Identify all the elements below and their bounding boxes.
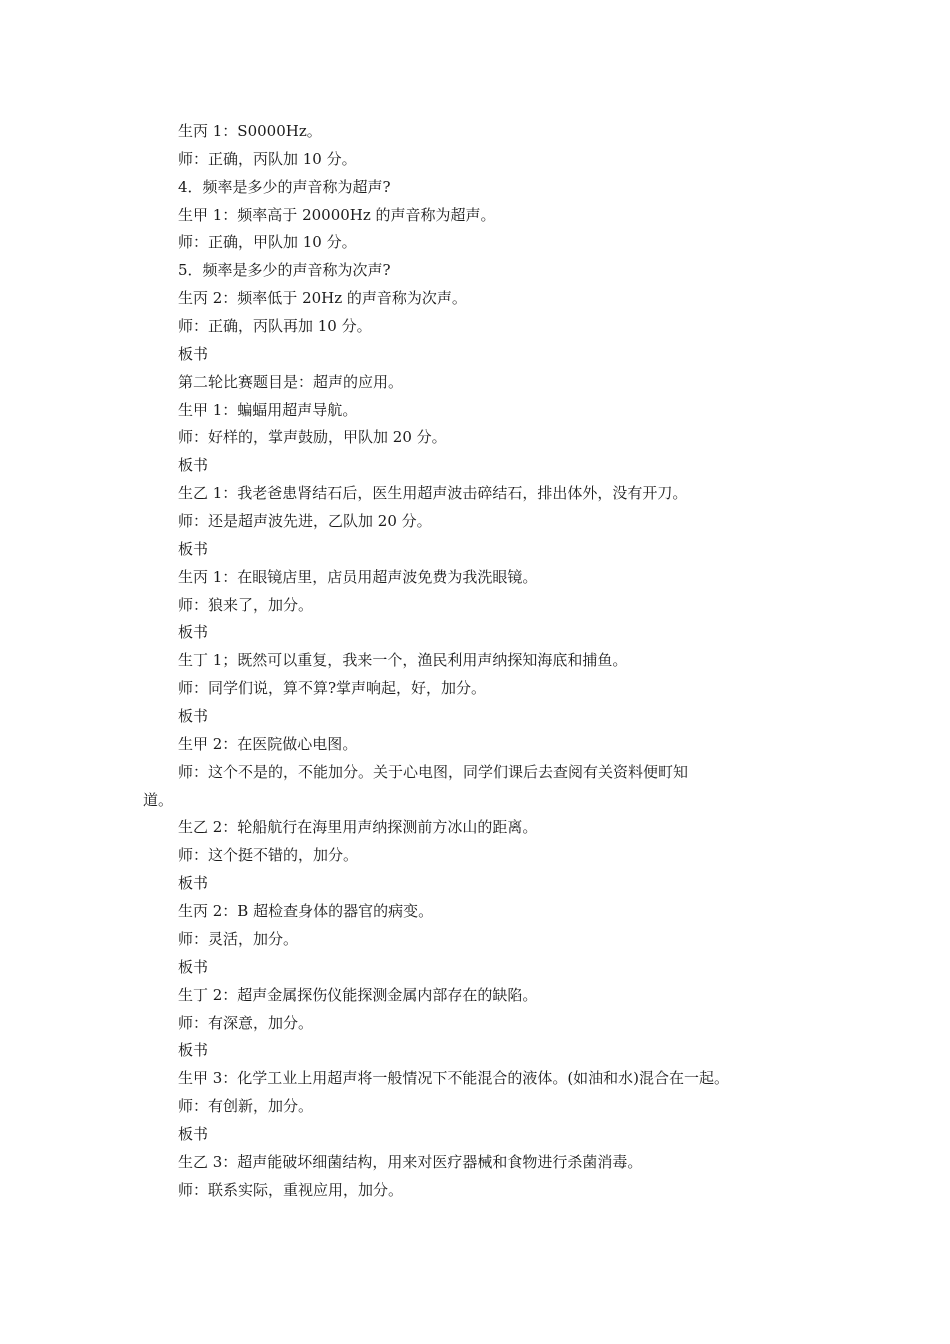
text-line: 板书 <box>178 707 209 726</box>
text-line: 板书 <box>178 623 209 642</box>
text-line: 师：正确，丙队再加 10 分。 <box>178 317 372 336</box>
text-line: 师：狼来了，加分。 <box>178 595 314 614</box>
text-line: 生甲 1：蝙蝠用超声导航。 <box>178 400 358 419</box>
text-line: 生乙 1：我老爸患肾结石后，医生用超声波击碎结石，排出体外，没有开刀。 <box>178 484 688 503</box>
text-line: 师：这个挺不错的，加分。 <box>178 846 359 865</box>
text-line: 师：同学们说，算不算?掌声响起，好，加分。 <box>178 679 487 698</box>
text-line: 生丁 2：超声金属探伤仪能探测金属内部存在的缺陷。 <box>178 985 538 1004</box>
text-line: 板书 <box>178 539 209 558</box>
text-line: 板书 <box>178 874 209 893</box>
text-line: 师：正确，丙队加 10 分。 <box>178 149 357 168</box>
text-line: 板书 <box>178 957 209 976</box>
text-line: 生丙 2：频率低于 20Hz 的声音称为次声。 <box>178 289 467 308</box>
text-line: 生乙 2：轮船航行在海里用声纳探测前方冰山的距离。 <box>178 818 538 837</box>
text-line: 师：灵活，加分。 <box>178 929 299 948</box>
text-line: 生丙 1：S0000Hz。 <box>178 122 322 140</box>
text-line: 5．频率是多少的声音称为次声? <box>178 261 391 280</box>
text-line: 板书 <box>178 1041 209 1060</box>
text-line: 4．频率是多少的声音称为超声? <box>178 177 391 196</box>
text-line: 师：有深意，加分。 <box>178 1013 314 1032</box>
text-line: 道。 <box>143 790 174 809</box>
text-line: 生甲 1：频率高于 20000Hz 的声音称为超声。 <box>178 205 496 224</box>
text-line: 师：还是超声波先进，乙队加 20 分。 <box>178 512 432 531</box>
text-line: 板书 <box>178 456 209 475</box>
text-line: 生丙 2：B 超检查身体的器官的病变。 <box>178 902 434 921</box>
text-line: 第二轮比赛题目是：超声的应用。 <box>178 372 404 391</box>
text-line: 师：有创新，加分。 <box>178 1097 314 1116</box>
text-line: 生甲 2：在医院做心电图。 <box>178 734 358 753</box>
text-line: 板书 <box>178 344 209 363</box>
text-line: 生丁 1；既然可以重复，我来一个，渔民利用声纳探知海底和捕鱼。 <box>178 651 628 670</box>
text-line: 师：正确，甲队加 10 分。 <box>178 233 357 252</box>
text-line: 师：好样的，掌声鼓励，甲队加 20 分。 <box>178 428 447 447</box>
text-line: 师：这个不是的，不能加分。关于心电图，同学们课后去查阅有关资料便町知 <box>178 762 689 781</box>
text-line: 生丙 1：在眼镜店里，店员用超声波免费为我洗眼镜。 <box>178 567 538 586</box>
text-line: 板书 <box>178 1124 209 1143</box>
text-line: 师：联系实际，重视应用，加分。 <box>178 1180 404 1199</box>
document-body <box>143 118 823 1205</box>
text-line: 生乙 3：超声能破坏细菌结构，用来对医疗器械和食物进行杀菌消毒。 <box>178 1152 643 1171</box>
text-line: 生甲 3：化学工业上用超声将一般情况下不能混合的液体。(如油和水)混合在一起。 <box>178 1069 730 1088</box>
